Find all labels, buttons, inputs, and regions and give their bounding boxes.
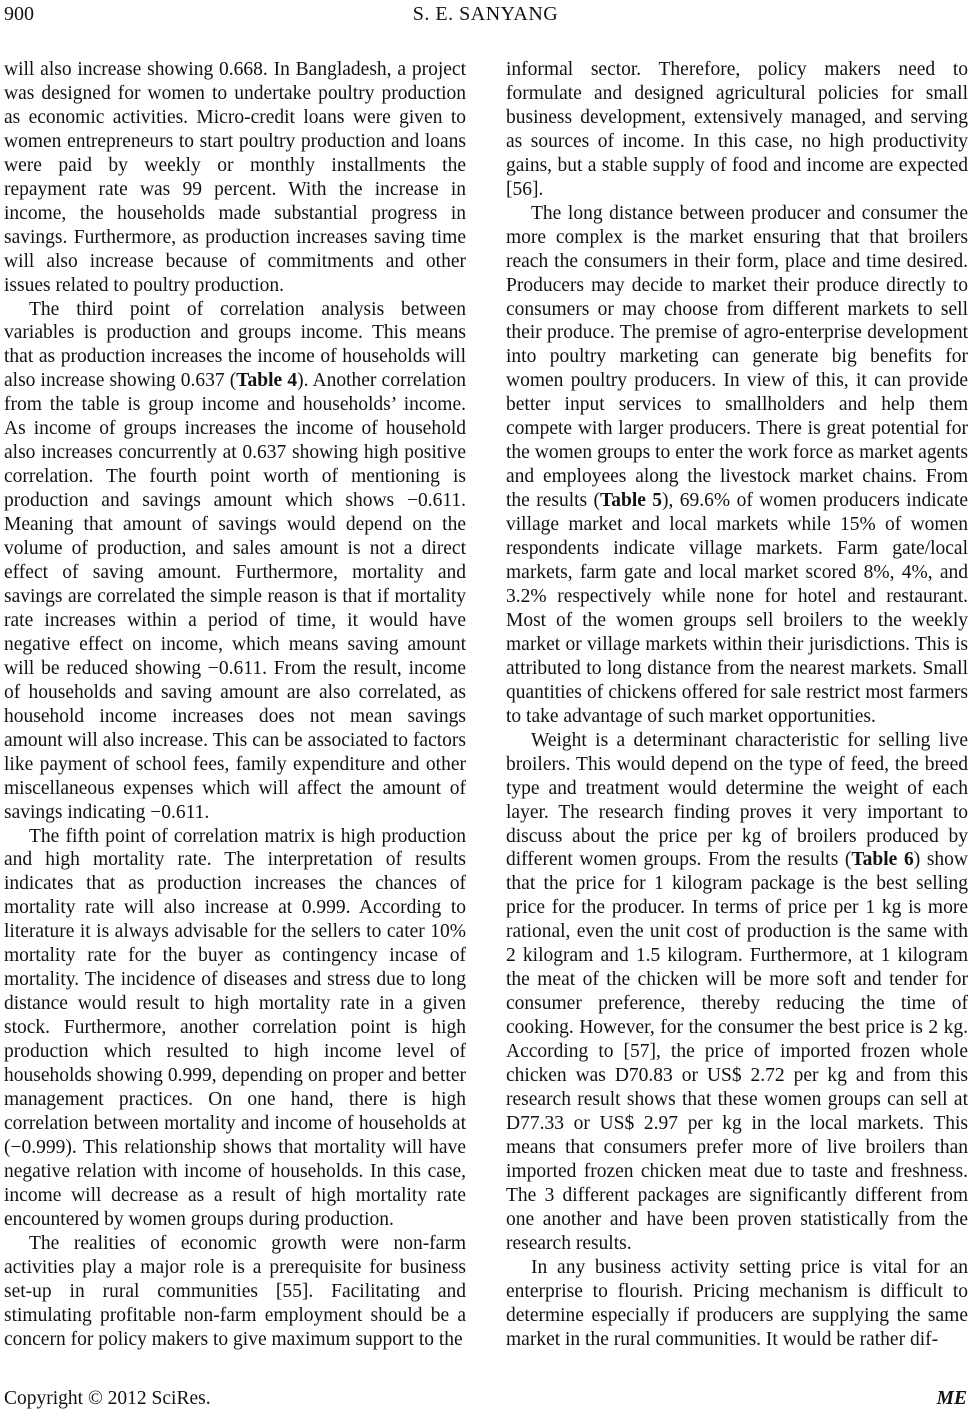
left-paragraph-1 [4, 58, 466, 298]
left-paragraph-4 [4, 1232, 466, 1352]
text-segment: The long distance between producer and consumer the more complex is the market ensuring that that broilers reach the consumers in their form, place and time desired. Producers may decide to market their produce directly to consumers or may choose from different markets to sell their produce. The premise of agro-enterprise development into poultry marketing can generate big benefits for women poultry producers. In view of this, it can provide better input services to smallholders and help them compete with larger producers. There is great potential for the women groups to enter the work force as market agents and employees along the livestock market chains. From the results ( [506, 202, 968, 512]
table-reference: Table 4 [236, 370, 298, 392]
left-column [4, 58, 466, 1351]
journal-code: ME [936, 1388, 967, 1409]
text-segment: ). Another correlation from the table is group income and households’ income. As income of groups increases the income of household also increases concurrently at 0.637 showing high positive correlation. The fourth point worth of mentioning is production and savings amount which shows −0.611. Meaning that amount of savings would depend on the volume of production, and sales amount is not a direct effect of saving amount. Furthermore, mortality and savings are correlated the simple reason is that if mortality rate increases within a period of time, it would have negative effect on income, which means saving amount will be reduced showing −0.611. From the result, income of households and saving amount are also correlated, as household income increases does not mean savings amount will also increase. This can be associated to factors like payment of school fees, family expenditure and other miscellaneous expenses which will affect the amount of savings indicating −0.611. [4, 370, 466, 823]
text-segment: Weight is a determinant characteristic for selling live broilers. This would depend on the type of feed, the breed type and treatment would determine the weight of each layer. The research finding proves it very important to discuss about the price per kg of broilers produced by different women groups. From the results ( [506, 729, 968, 871]
text-segment: ) show that the price for 1 kilogram package is the best selling price for the producer. In terms of price per 1 kg is more rational, even the unit cost of production is the same with 2 kilogram and 1.5 kilogram. Furthermore, at 1 kilogram the meat of the chicken will be more soft and tender for consumer preference, thereby reducing the time of cooking. However, for the consumer the best price is 2 kg. According to [57], the price of imported frozen whole chicken was D70.83 or US$ 2.72 per kg and from this research result shows that these women groups can sell at D77.33 or US$ 2.97 per kg in the local markets. This means that consumers prefer more of live broilers than imported frozen chicken meat due to taste and freshness. The 3 different packages are significantly different from one another and have been proven statistically from the research results. [506, 849, 969, 1254]
table-reference: Table 6 [851, 849, 914, 871]
running-title: S. E. SANYANG [412, 3, 559, 25]
right-paragraph-2 [506, 202, 968, 729]
right-column [506, 58, 968, 1351]
text-segment: The third point of correlation analysis between variables is production and groups income. This means that as production increases the income of households will also increase showing 0.637 ( [4, 298, 466, 392]
right-paragraph-1 [506, 58, 968, 202]
right-paragraph-3 [506, 729, 968, 1256]
text-segment: In any business activity setting price is vital for an enterprise to flourish. Pricing mechanism is difficult to determine especially if producers are supplying the same market in the rural communities. It would be rather dif- [506, 1256, 968, 1350]
two-column-body [4, 58, 967, 1351]
text-segment: The fifth point of correlation matrix is high production and high mortality rate. The interpretation of results indicates that as production increases the chances of mortality rate will also increase at 0.999. According to literature it is always advisable for the sellers to cater 10% mortality rate for the buyer as contingency incase of mortality. The incidence of diseases and stress due to long distance would result to high mortality rate in a given stock. Furthermore, another correlation point is high production which resulted to high income level of households showing 0.999, depending on proper and better management practices. On one hand, there is high correlation between mortality and income of households at (−0.999). This relationship shows that mortality will have negative relation with income of households. In this case, income will decrease as a result of high mortality rate encountered by women groups during production. [4, 825, 466, 1230]
table-reference: Table 5 [600, 490, 663, 512]
page-header [4, 3, 967, 29]
page-number: 900 [4, 3, 34, 25]
copyright-text: Copyright © 2012 SciRes. [4, 1388, 211, 1409]
text-segment: informal sector. Therefore, policy makers need to formulate and designed agricultural policies for small business development, extensively managed, and serving as sources of income. In this case, no high productivity gains, but a stable supply of food and income are expected [56]. [506, 59, 968, 200]
left-paragraph-3 [4, 825, 466, 1232]
text-segment: will also increase showing 0.668. In Bangladesh, a project was designed for women to undertake poultry production as economic activities. Micro-credit loans were given to women entrepreneurs to start poultry production and loans were paid by weekly or monthly installments the repayment rate was 99 percent. With the increase in income, the households made substantial progress in savings. Furthermore, as production increases saving time will also increase because of commitments and other issues related to poultry production. [4, 59, 466, 296]
right-paragraph-4 [506, 1256, 968, 1352]
left-paragraph-2 [4, 298, 466, 825]
text-segment: ), 69.6% of women producers indicate village market and local markets while 15% of women respondents indicate village markets. Farm gate/local markets, farm gate and local market scored 8%, 4%, and 3.2% respectively while none for hotel and restaurant. Most of the women groups sell broilers to the weekly market or village markets within their jurisdictions. This is attributed to long distance from the nearest markets. Small quantities of chickens offered for sale restrict most farmers to take advantage of such market opportunities. [506, 490, 968, 727]
page-footer [4, 1388, 967, 1410]
text-segment: The realities of economic growth were non-farm activities play a major role is a prerequisite for business set-up in rural communities [55]. Facilitating and stimulating profitable non-farm employment should be a concern for policy makers to give maximum support to the [4, 1232, 466, 1350]
